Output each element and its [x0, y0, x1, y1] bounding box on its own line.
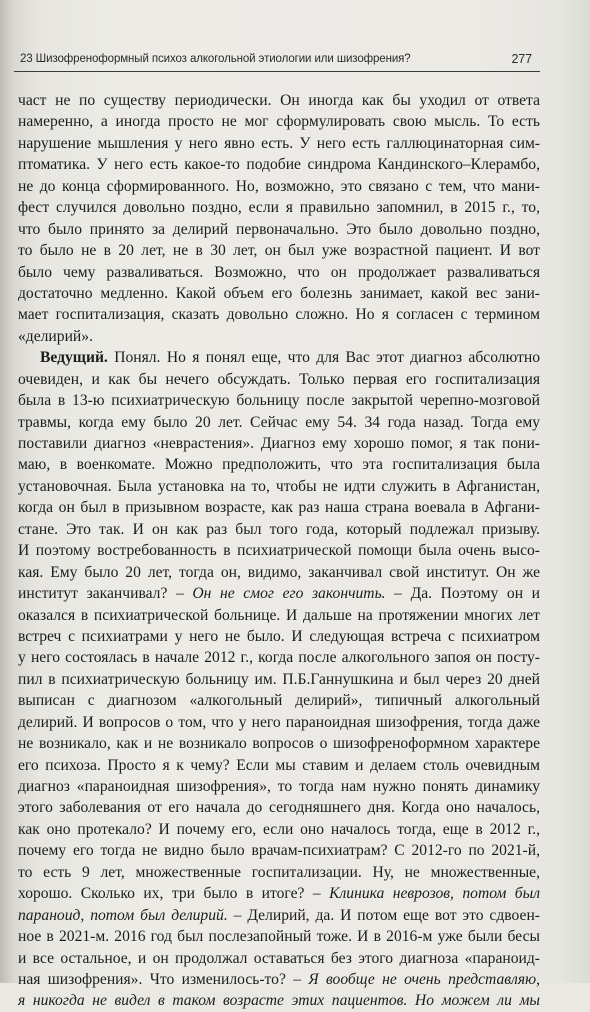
page-number: 277	[511, 52, 532, 66]
text-line: когда он был в призывном возрасте, как раз наша страна воевала в Афгани-	[18, 499, 540, 517]
text-line: ная шизофрения». Что изменилось-то? – Я вообще не очень представляю,	[18, 970, 540, 988]
text-line: диагноз «параноидная шизофрения», то тогда нам нужно понять динамику	[18, 778, 540, 795]
text-line: нарушение мышления у него явно есть. У него есть галлюцинаторная сим-	[18, 134, 540, 152]
text-line: была в 13-ю психиатрическую больницу после закрытой черепно-мозговой	[18, 392, 540, 410]
italic-reply: я никогда не видел в таком возрасте этих пациентов. Но можем ли мы	[18, 992, 540, 1010]
speaker-label: Ведущий.	[40, 349, 108, 367]
text-line: как оно протекало? И почему его, если оно началось тогда, еще в 2012 г.,	[18, 820, 540, 838]
text-line: достаточно медленно. Какой объем его болезнь занимает, какой вес зани-	[18, 284, 540, 302]
text-line: этого заболевания от его начала до сегодняшнего дня. Когда оно началось,	[18, 799, 540, 817]
text-line: его психоза. Просто я к чему? Если мы ставим и делаем столь очевидным	[18, 756, 540, 774]
text-line: фест случился довольно поздно, если я правильно запомнил, в 2015 г., то,	[18, 199, 540, 217]
text-line: И поэтому востребованность в психиатрической помощи была очень высо-	[18, 542, 540, 560]
text-line: кая. Ему было 20 лет, тогда он, видимо, заканчивал свой институт. Он же	[18, 563, 540, 581]
running-title: 23 Шизофреноформный психоз алкогольной этиологии или шизофрения?	[20, 53, 411, 65]
header-rule	[14, 71, 540, 72]
text-line: почему его тогда не видно было врачам-психиатрам? С 2012-го по 2021-й,	[18, 842, 540, 860]
text-line: стане. Это так. И он как раз был того года, который подлежал призыву.	[18, 520, 540, 538]
text-line: встреч с психиатрами у него не было. И следующая встреча с психиатром	[18, 627, 540, 645]
text-line: установочная. Была установка на то, чтобы не идти служить в Афганистан,	[18, 477, 540, 495]
italic-reply: параноид, потом был делирий.	[18, 906, 228, 924]
text-line: параноид, потом был делирий. – Делирий, да. И потом еще вот это сдвоен-	[18, 906, 540, 924]
text-line: у него состоялась в начале 2012 г., когда после алкогольного запоя он посту-	[18, 649, 540, 667]
text-line: поставили диагноз «неврастения». Диагноз ему хорошо помог, я так пони-	[18, 435, 540, 452]
text-line: не до конца сформированного. Но, возможно, это связано с тем, что мани-	[18, 177, 540, 195]
body-text	[18, 90, 540, 1012]
text-line: то было не в 20 лет, не в 30 лет, он был уже возрастной пациент. И вот	[18, 242, 540, 260]
text-line: было чему разваливаться. Возможно, что он продолжает разваливаться	[18, 263, 540, 281]
text-line: маю, в военкомате. Можно предположить, что эта госпитализация была	[18, 456, 540, 474]
text-line: оказался в психиатрической больнице. И дальше на протяжении многих лет	[18, 606, 540, 624]
text-line: мает госпитализация, сказать довольно сложно. Но я согласен с термином	[18, 306, 540, 324]
text-line: то есть 9 лет, множественные госпитализации. Ну, не множественные,	[18, 863, 540, 881]
text-line	[18, 990, 540, 1011]
text-line: хорошо. Сколько их, три было в итоге? – Клиника неврозов, потом был	[18, 885, 540, 903]
text-line: «делирий».	[18, 327, 93, 345]
text-line: и все остальное, и он продолжал оставаться без этого диагноза «параноид-	[18, 949, 540, 967]
italic-reply: Я вообще не очень представляю,	[308, 970, 540, 988]
text-line: делирий. И вопросов о том, что у него параноидная шизофрения, тогда даже	[18, 713, 540, 731]
text-line: выписан с диагнозом «алкогольный делирий», типичный алкогольный	[18, 692, 540, 710]
text-line: травмы, когда ему было 20 лет. Сейчас ему 54. 34 года назад. Тогда ему	[18, 413, 540, 431]
text-line: част не по существу периодически. Он иногда как бы уходил от ответа	[18, 92, 540, 109]
running-header	[20, 51, 540, 69]
text-line: институт заканчивал? – Он не смог его закончить. – Да. Поэтому он и	[18, 585, 540, 603]
text-line: очевиден, и как бы нечего обсуждать. Только первая его госпитализация	[18, 370, 540, 388]
text-line: птоматика. У него есть какое-то подобие синдрома Кандинского–Клерамбо,	[18, 156, 540, 174]
text-line: пил в психиатрическую больницу им. П.Б.Ганнушкина и был через 20 дней	[18, 670, 540, 688]
text-line: что было принято за делирий первоначально. Это было довольно поздно,	[18, 220, 540, 238]
text-line: ное в 2021-м. 2016 год был послезапойный тоже. И в 2016-м уже были бесы	[18, 928, 540, 946]
text-line: намеренно, а иногда просто не мог сформулировать свою мысль. То есть	[18, 113, 540, 131]
italic-reply: Он не смог его закончить.	[192, 585, 386, 603]
text-line: не возникало, как и не возникало вопросов о шизофреноформном характере	[18, 735, 540, 753]
text-line: Ведущий. Понял. Но я понял еще, что для Вас этот диагноз абсолютно	[40, 349, 540, 367]
italic-reply: Клиника неврозов, потом был	[329, 885, 540, 903]
